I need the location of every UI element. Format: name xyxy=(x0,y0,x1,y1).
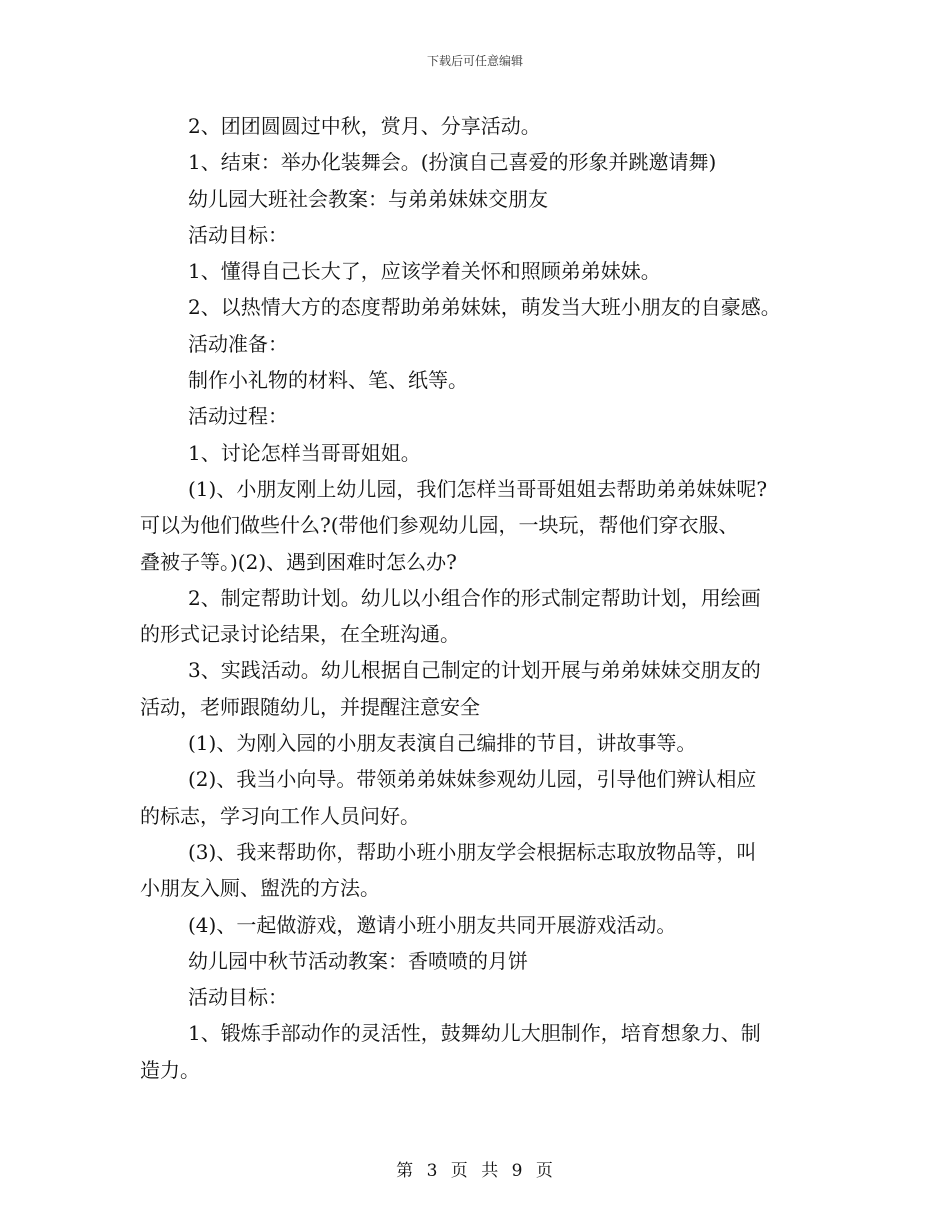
text-line: 小朋友入厕、盥洗的方法。 xyxy=(140,876,380,901)
text-line: 的标志，学习向工作人员问好。 xyxy=(140,803,420,828)
text-line: (4)、一起做游戏，邀请小班小朋友共同开展游戏活动。 xyxy=(188,912,677,937)
text-line: 活动准备： xyxy=(188,331,288,356)
text-line: 叠被子等。)(2)、遇到困难时怎么办? xyxy=(140,549,457,574)
page-footer: 第 3 页 共 9 页 xyxy=(396,1161,554,1181)
text-line: 活动，老师跟随幼儿，并提醒注意安全 xyxy=(140,694,480,719)
text-line: 幼儿园中秋节活动教案：香喷喷的月饼 xyxy=(188,948,528,973)
text-line: (2)、我当小向导。带领弟弟妹妹参观幼儿园，引导他们辨认相应 xyxy=(188,767,757,792)
text-line: 活动目标： xyxy=(188,222,288,247)
text-line: (1)、小朋友刚上幼儿园，我们怎样当哥哥姐姐去帮助弟弟妹妹呢? xyxy=(188,476,768,501)
text-line: 2、团团圆圆过中秋，赏月、分享活动。 xyxy=(188,114,541,138)
document-body xyxy=(140,108,820,1088)
text-line: 可以为他们做些什么?(带他们参观幼儿园，一块玩，帮他们穿衣服、 xyxy=(140,513,739,538)
text-line: 1、懂得自己长大了，应该学着关怀和照顾弟弟妹妹。 xyxy=(188,259,661,284)
text-line: (3)、我来帮助你，帮助小班小朋友学会根据标志取放物品等，叫 xyxy=(188,839,757,864)
text-line: 造力。 xyxy=(140,1057,200,1082)
text-line: 1、结束：举办化装舞会。(扮演自己喜爱的形象并跳邀请舞) xyxy=(188,150,717,175)
text-line: (1)、为刚入园的小朋友表演自己编排的节目，讲故事等。 xyxy=(188,731,697,756)
text-line: 活动目标： xyxy=(188,985,288,1010)
page-header: 下载后可任意编辑 xyxy=(426,54,523,68)
text-line: 活动过程： xyxy=(188,404,288,429)
text-line: 的形式记录讨论结果，在全班沟通。 xyxy=(140,622,460,647)
text-line: 1、讨论怎样当哥哥姐姐。 xyxy=(188,440,421,465)
text-line: 1、锻炼手部动作的灵活性，鼓舞幼儿大胆制作，培育想象力、制 xyxy=(188,1021,761,1046)
text-line: 制作小礼物的材料、笔、纸等。 xyxy=(188,368,468,393)
text-line: 2、制定帮助计划。幼儿以小组合作的形式制定帮助计划，用绘画 xyxy=(188,585,761,610)
text-line: 3、实践活动。幼儿根据自己制定的计划开展与弟弟妹妹交朋友的 xyxy=(188,658,761,683)
text-line: 幼儿园大班社会教案：与弟弟妹妹交朋友 xyxy=(188,186,548,211)
text-line: 2、以热情大方的态度帮助弟弟妹妹，萌发当大班小朋友的自豪感。 xyxy=(188,295,781,320)
